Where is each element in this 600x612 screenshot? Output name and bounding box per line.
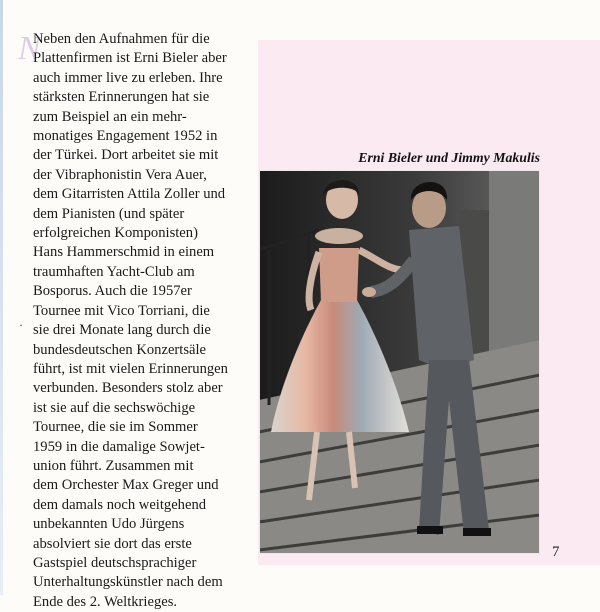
- text-line: Tournee mit Vico Torriani, die: [33, 302, 210, 319]
- text-line: verbunden. Besonders stolz aber: [33, 380, 223, 397]
- text-line: ist sie auf die sechswöchige: [33, 399, 196, 416]
- text-line: Plattenfirmen ist Erni Bieler aber: [33, 50, 227, 67]
- text-line: monatiges Engagement 1952 in: [33, 128, 218, 145]
- photograph: [259, 170, 540, 554]
- text-line: führt, ist mit vielen Erinnerungen: [33, 360, 228, 377]
- page-number: 7: [552, 544, 560, 560]
- text-line: der Türkei. Dort arbeitet sie mit: [33, 147, 219, 164]
- text-line: union führt. Zusammen mit: [33, 457, 194, 474]
- text-line: sie drei Monate lang durch die: [33, 322, 211, 339]
- text-line: Gastspiel deutschsprachiger: [33, 554, 197, 571]
- article-text: [33, 30, 258, 612]
- text-line: bundesdeutschen Konzertsäle: [33, 341, 207, 358]
- stray-mark: ·: [19, 318, 23, 332]
- text-line: 1959 in die damalige Sowjet-: [33, 438, 205, 455]
- page-edge: [0, 0, 3, 595]
- text-line: traumhaften Yacht-Club am: [33, 263, 195, 280]
- text-line: dem Gitarristen Attila Zoller und: [33, 186, 226, 203]
- text-line: absolviert sie dort das erste: [33, 535, 192, 552]
- text-line: Tournee, die sie im Sommer: [33, 419, 198, 436]
- text-line: Ende des 2. Weltkrieges.: [33, 593, 178, 610]
- text-line: zum Beispiel an ein mehr-: [33, 108, 187, 125]
- text-line: unbekannten Udo Jürgens: [33, 516, 185, 533]
- decorative-initial-letter: N: [18, 30, 41, 67]
- text-line: Hans Hammerschmid in einem: [33, 244, 215, 261]
- text-line: der Vibraphonistin Vera Auer,: [33, 166, 207, 183]
- text-line: erfolgreichen Komponisten): [33, 225, 198, 242]
- text-line: auch immer live zu erleben. Ihre: [33, 69, 223, 86]
- text-line: Unterhaltungskünstler nach dem: [33, 574, 223, 591]
- photograph-illustration: [259, 170, 540, 554]
- text-line: dem damals noch weitgehend: [33, 496, 207, 513]
- text-line: dem Orchester Max Greger und: [33, 477, 219, 494]
- text-line: dem Pianisten (und später: [33, 205, 185, 222]
- text-line: stärksten Erinnerungen hat sie: [33, 89, 210, 106]
- text-line: Bosporus. Auch die 1957er: [33, 283, 192, 300]
- photo-caption: Erni Bieler und Jimmy Makulis: [358, 150, 540, 165]
- text-line: Neben den Aufnahmen für die: [33, 31, 210, 47]
